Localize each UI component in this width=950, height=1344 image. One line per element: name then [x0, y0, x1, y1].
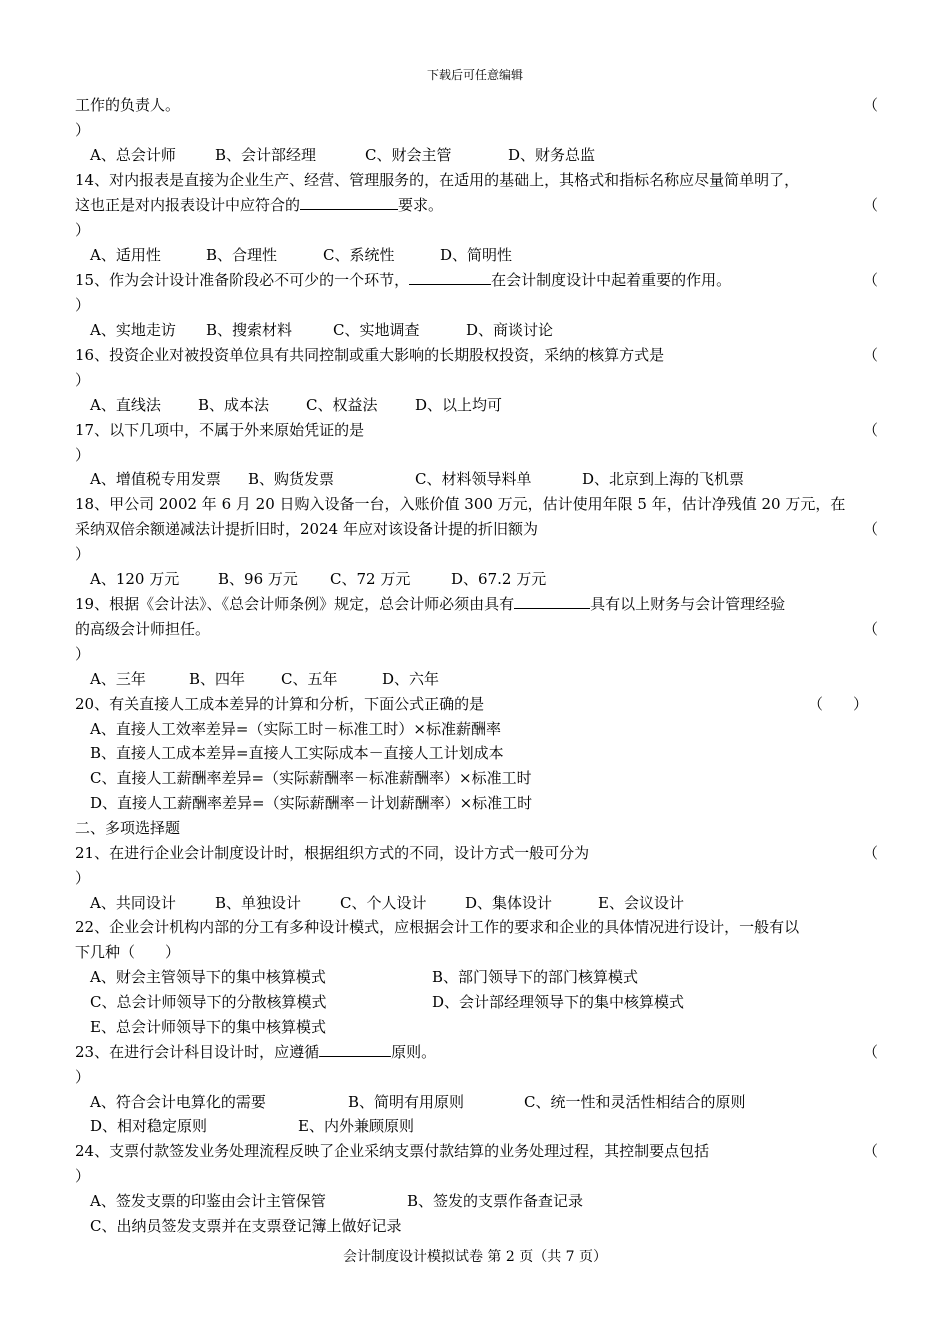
q15-option-a: A、实地走访 [90, 321, 176, 339]
q14-paren-open: （ [862, 196, 878, 214]
q15-option-d: D、商谈讨论 [466, 321, 554, 339]
q15-paren-close: ） [75, 296, 91, 314]
q16-option-c: C、权益法 [306, 396, 378, 414]
q20-option-c: C、直接人工薪酬率差异=（实际薪酬率－标准薪酬率）×标准工时 [90, 769, 532, 787]
q22-option-b: B、部门领导下的部门核算模式 [432, 968, 639, 986]
q23-paren-open: （ [862, 1043, 878, 1061]
q13-option-a: A、总会计师 [90, 146, 176, 164]
q13-paren-open: （ [862, 96, 878, 114]
q21-paren-close: ） [75, 869, 91, 887]
q13-option-c: C、财会主管 [365, 146, 452, 164]
q20-option-a: A、直接人工效率差异=（实际工时－标准工时）×标准薪酬率 [90, 720, 501, 738]
q17-text: 17、以下几项中，不属于外来原始凭证的是 [75, 421, 365, 439]
q17-option-c: C、材料领导料单 [415, 470, 532, 488]
q21-paren-open: （ [862, 844, 878, 862]
q18-paren-open: （ [862, 520, 878, 538]
q24-paren-close: ） [75, 1167, 91, 1185]
q14-line1: 14、对内报表是直接为企业生产、经营、管理服务的，在适用的基础上，其格式和指标名称应尽量简单明了， [75, 171, 800, 189]
q21-option-d: D、集体设计 [465, 894, 553, 912]
q16-paren-close: ） [75, 371, 91, 389]
q18-option-d: D、67.2 万元 [451, 570, 547, 588]
q24-text: 24、支票付款签发业务处理流程反映了企业采纳支票付款结算的业务处理过程，其控制要点包括 [75, 1142, 710, 1160]
q22-line1: 22、企业会计机构内部的分工有多种设计模式，应根据会计工作的要求和企业的具体情况进行设计，一般有以 [75, 918, 800, 936]
q14-option-c: C、系统性 [323, 246, 395, 264]
q14-option-a: A、适用性 [90, 246, 161, 264]
page-header: 下载后可任意编辑 [426, 68, 523, 82]
q20-paren: （ ） [807, 695, 868, 713]
q19-paren-close: ） [75, 645, 91, 663]
q22-option-c: C、总会计师领导下的分散核算模式 [90, 993, 327, 1011]
q23-option-c: C、统一性和灵活性相结合的原则 [524, 1093, 746, 1111]
q16-option-b: B、成本法 [198, 396, 270, 414]
q14-option-d: D、简明性 [440, 246, 513, 264]
section-heading: 二、多项选择题 [75, 819, 181, 837]
q23-option-e: E、内外兼顾原则 [298, 1117, 414, 1135]
answer-blank [300, 195, 398, 210]
q19-paren-open: （ [862, 620, 878, 638]
q16-option-d: D、以上均可 [415, 396, 503, 414]
q24-option-c: C、出纳员签发支票并在支票登记簿上做好记录 [90, 1217, 402, 1235]
q18-line1: 18、甲公司 2002 年 6 月 20 日购入设备一台，入账价值 300 万元，估计使用年限 5 年，估计净残值 20 万元，在 [75, 495, 846, 513]
q17-option-a: A、增值税专用发票 [90, 470, 221, 488]
q18-option-a: A、120 万元 [90, 570, 180, 588]
q18-option-c: C、72 万元 [330, 570, 411, 588]
q24-option-a: A、签发支票的印鉴由会计主管保管 [90, 1192, 326, 1210]
q17-paren-close: ） [75, 446, 91, 464]
q19-option-c: C、五年 [281, 670, 338, 688]
q20-text: 20、有关直接人工成本差异的计算和分析，下面公式正确的是 [75, 695, 485, 713]
q22-option-e: E、总会计师领导下的集中核算模式 [90, 1018, 326, 1036]
answer-blank [319, 1042, 391, 1057]
q22-option-d: D、会计部经理领导下的集中核算模式 [432, 993, 685, 1011]
q19-option-d: D、六年 [382, 670, 440, 688]
q19-line2: 的高级会计师担任。 [75, 620, 211, 638]
q21-option-a: A、共同设计 [90, 894, 176, 912]
q13-paren-close: ） [75, 121, 91, 139]
q16-text: 16、投资企业对被投资单位具有共同控制或重大影响的长期股权投资，采纳的核算方式是 [75, 346, 665, 364]
answer-blank [409, 270, 491, 285]
q23-paren-close: ） [75, 1068, 91, 1086]
q21-option-b: B、单独设计 [215, 894, 302, 912]
q14-paren-close: ） [75, 221, 91, 239]
q18-paren-close: ） [75, 545, 91, 563]
q19-option-b: B、四年 [189, 670, 246, 688]
page-footer: 会计制度设计模拟试卷 第 2 页（共 7 页） [342, 1249, 608, 1265]
q19-option-a: A、三年 [90, 670, 146, 688]
q13-option-d: D、财务总监 [508, 146, 596, 164]
q22-option-a: A、财会主管领导下的集中核算模式 [90, 968, 326, 986]
q24-paren-open: （ [862, 1142, 878, 1160]
q23-option-b: B、简明有用原则 [348, 1093, 465, 1111]
q21-text: 21、在进行企业会计制度设计时，根据组织方式的不同，设计方式一般可分为 [75, 844, 590, 862]
q13-option-b: B、会计部经理 [215, 146, 317, 164]
q22-line2: 下几种（ ） [75, 943, 181, 961]
q18-option-b: B、96 万元 [218, 570, 298, 588]
q23-option-a: A、符合会计电算化的需要 [90, 1093, 266, 1111]
q15-option-c: C、实地调查 [333, 321, 420, 339]
q15-text: 15、作为会计设计准备阶段必不可少的一个环节， 在会计制度设计中起着重要的作用。 [75, 271, 732, 289]
q16-paren-open: （ [862, 346, 878, 364]
q24-option-b: B、签发的支票作备查记录 [407, 1192, 584, 1210]
q19-line1: 19、根据《会计法》、《总会计师条例》规定，总会计师必须由具有 具有以上财务与会计管理经验 [75, 595, 786, 613]
q23-text: 23、在进行会计科目设计时，应遵循 原则。 [75, 1043, 437, 1061]
q20-option-b: B、直接人工成本差异=直接人工实际成本－直接人工计划成本 [90, 744, 504, 762]
q13-text: 工作的负责人。 [75, 96, 181, 114]
q20-option-d: D、直接人工薪酬率差异=（实际薪酬率－计划薪酬率）×标准工时 [90, 794, 533, 812]
q18-line2: 采纳双倍余额递减法计提折旧时，2024 年应对该设备计提的折旧额为 [75, 520, 538, 538]
q16-option-a: A、直线法 [90, 396, 161, 414]
q15-option-b: B、搜索材料 [206, 321, 293, 339]
q23-option-d: D、相对稳定原则 [90, 1117, 208, 1135]
q21-option-c: C、个人设计 [340, 894, 427, 912]
q17-option-d: D、北京到上海的飞机票 [582, 470, 745, 488]
q17-paren-open: （ [862, 421, 878, 439]
q14-line2: 这也正是对内报表设计中应符合的 要求。 [75, 196, 444, 214]
q21-option-e: E、会议设计 [598, 894, 684, 912]
q14-option-b: B、合理性 [206, 246, 278, 264]
q17-option-b: B、购货发票 [248, 470, 335, 488]
answer-blank [514, 594, 590, 609]
q15-paren-open: （ [862, 271, 878, 289]
